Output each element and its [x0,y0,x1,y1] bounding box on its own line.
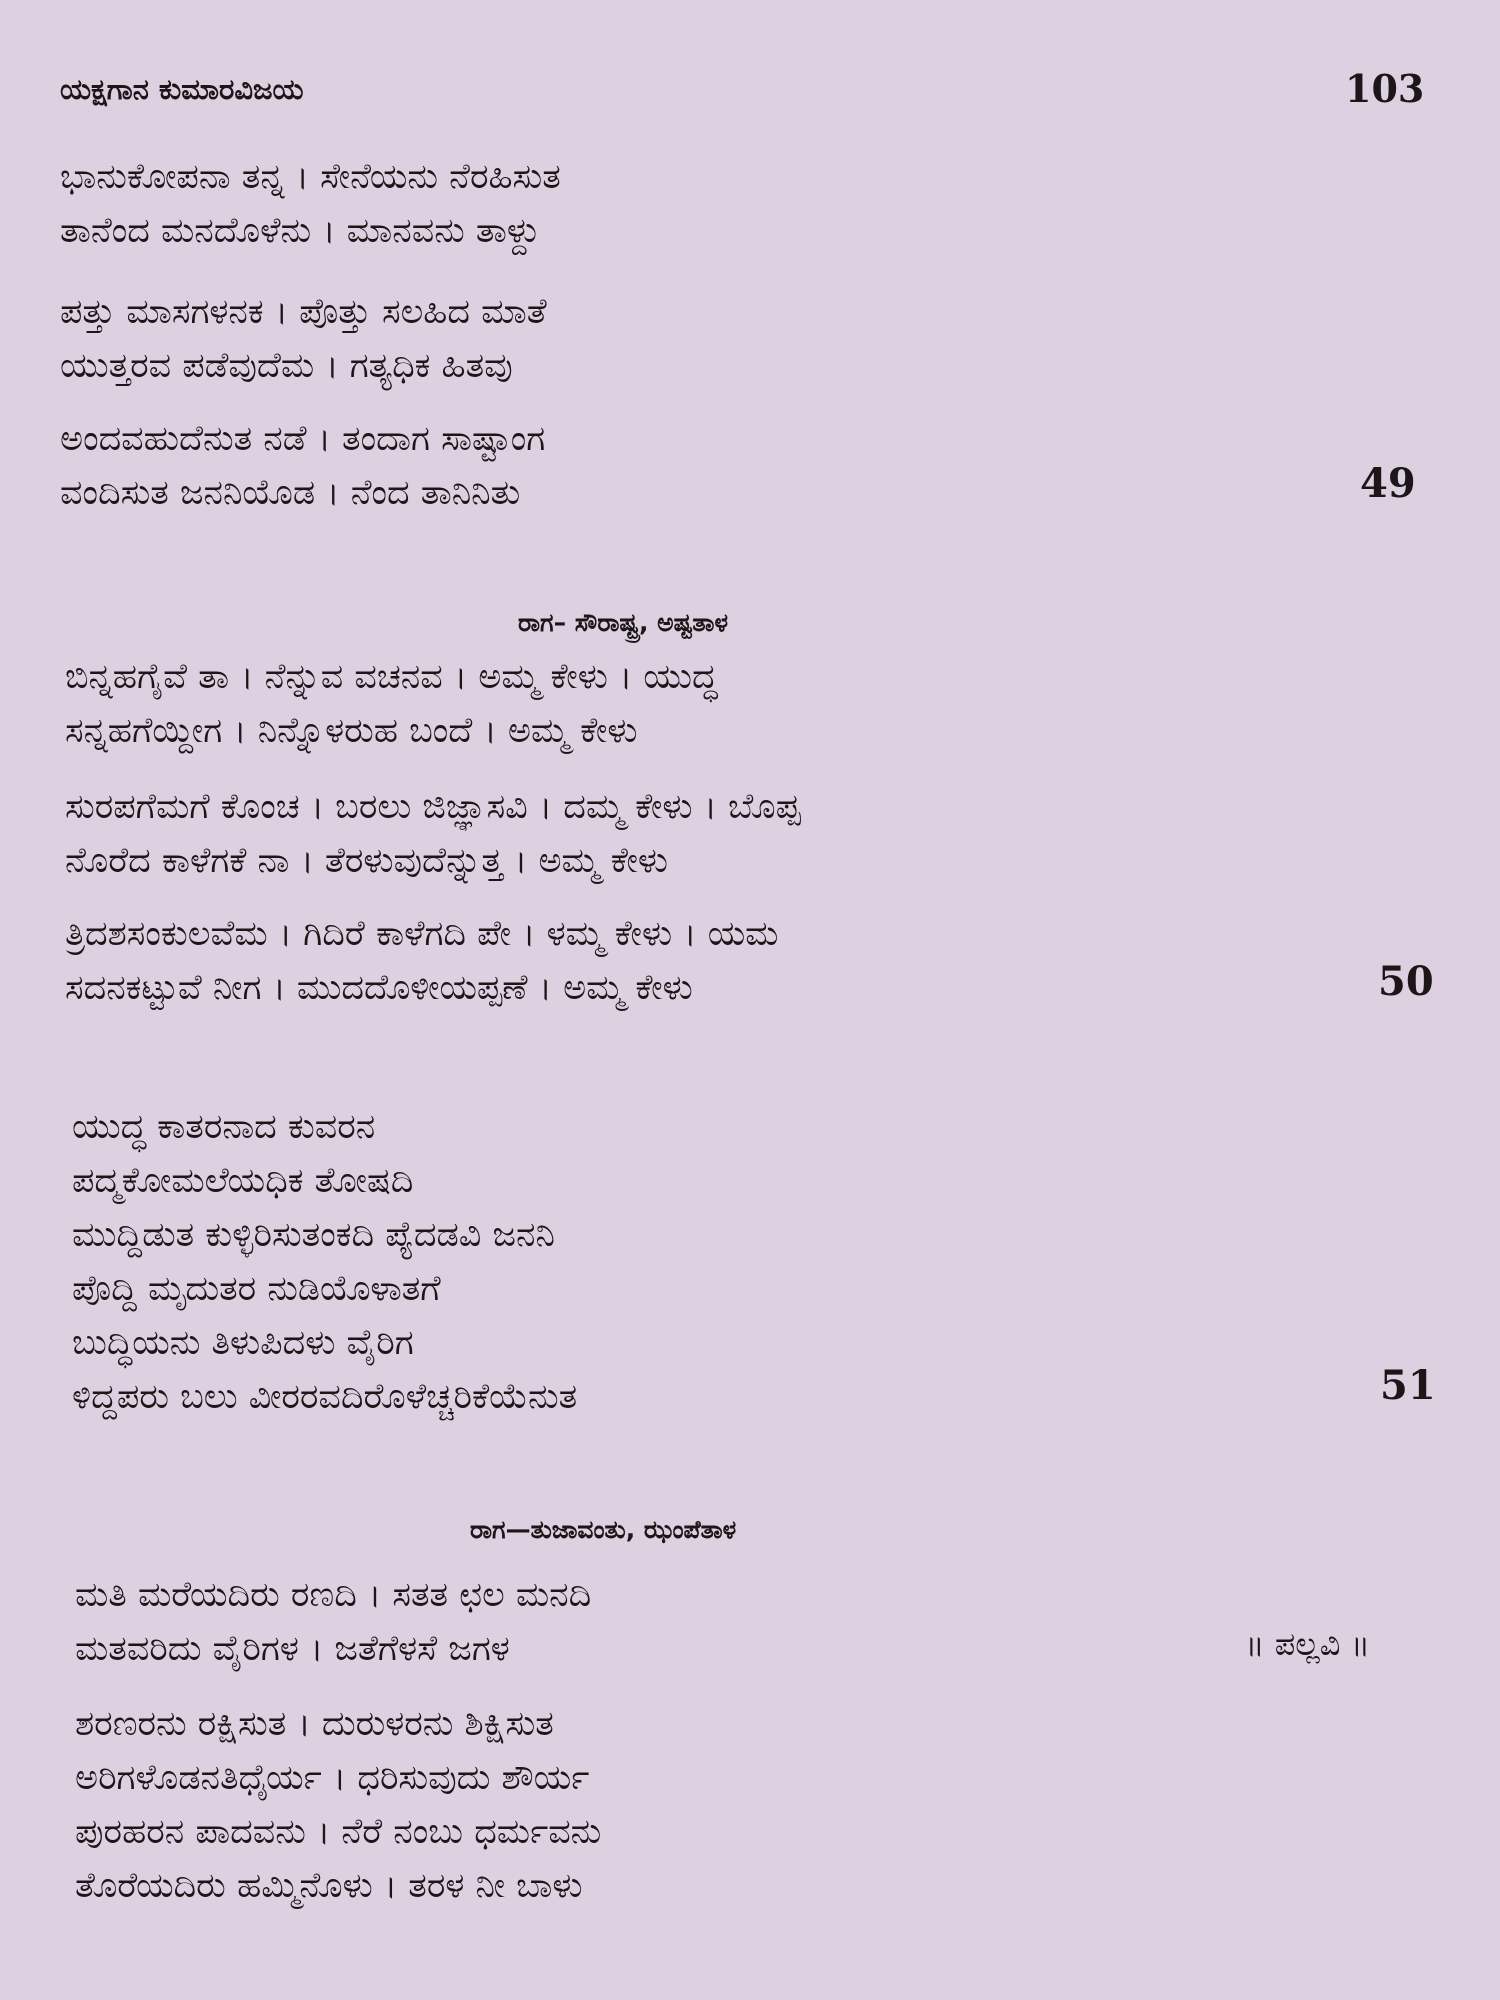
verse-line: ಸನ್ನಹಗೆಯ್ದೀಗ । ನಿನ್ನೊಳರುಹ ಬಂದೆ । ಅಮ್ಮ ಕೇಳು [65,711,638,751]
verse-line: ಯುತ್ತರವ ಪಡೆವುದೆಮ । ಗತ್ಯಧಿಕ ಹಿತವು [60,346,513,386]
verse-line: ಪತ್ತು ಮಾಸಗಳನಕ । ಪೊತ್ತು ಸಲಹಿದ ಮಾತೆ [60,292,547,332]
stanza-s1-2 [60,285,547,393]
raga-heading-2: ರಾಗ—ತುಜಾವಂತು, ಝಂಪೆತಾಳ [470,1515,737,1544]
verse-line: ಬುದ್ಧಿಯನು ತಿಳುಪಿದಳು ವೈರಿಗ [72,1323,414,1363]
verse-line: ಸುರಪಗೆಮಗೆ ಕೊಂಚ । ಬರಲು ಜಿಜ್ಞಾಸವಿ । ದಮ್ಮ ಕೇಳು । ಬೊಪ್ಪ [65,787,801,827]
stanza-s2-3 [65,907,778,1015]
verse-number-49: 49 [1360,460,1416,507]
verse-line: ಪದ್ಮಕೋಮಲೆಯಧಿಕ ತೋಷದಿ [72,1161,414,1201]
verse-line: ಅರಿಗಳೊಡನತಿಧೈರ್ಯ । ಧರಿಸುವುದು ಶೌರ್ಯ [75,1758,590,1798]
running-header-title: ಯಕ್ಷಗಾನ ಕುಮಾರವಿಜಯ [60,72,304,106]
verse-number-50: 50 [1378,958,1434,1005]
raga-heading-1: ರಾಗ– ಸೌರಾಷ್ಟ್ರ, ಅಷ್ಟತಾಳ [518,608,729,637]
stanza-s3 [72,1100,577,1424]
verse-line: ಯುದ್ಧ ಕಾತರನಾದ ಕುವರನ [72,1107,376,1147]
verse-line: ಳಿದ್ದಪರು ಬಲು ವೀರರವದಿರೊಳೆಚ್ಚರಿಕೆಯೆನುತ [72,1377,578,1417]
verse-line: ಮತವರಿದು ವೈರಿಗಳ । ಜತೆಗೆಳಸೆ ಜಗಳ [75,1629,510,1669]
stanza-s4-1 [75,1568,591,1676]
verse-line: ಮುದ್ದಿಡುತ ಕುಳ್ಳಿರಿಸುತಂಕದಿ ಪ್ಯೆದಡವಿ ಜನನಿ [72,1215,555,1255]
verse-line: ಭಾನುಕೋಪನಾ ತನ್ನ । ಸೇನೆಯನು ನೆರಹಿಸುತ [60,157,561,197]
stanza-s2-2 [65,780,801,888]
verse-line: ಸದನಕಟ್ಟುವೆ ನೀಗ । ಮುದದೊಳೀಯಪ್ಪಣೆ । ಅಮ್ಮ ಕೇಳು [65,968,693,1008]
stanza-s4-2 [75,1697,601,1913]
verse-line: ಮತಿ ಮರೆಯದಿರು ರಣದಿ । ಸತತ ಛಲ ಮನದಿ [75,1575,592,1615]
verse-line: ತ್ರಿದಶಸಂಕುಲವೆಮ । ಗಿದಿರೆ ಕಾಳೆಗದಿ ಪೇ । ಳಮ್ಮ ಕೇಳು । ಯಮ [65,914,779,954]
verse-line: ಶರಣರನು ರಕ್ಷಿಸುತ । ದುರುಳರನು ಶಿಕ್ಷಿಸುತ [75,1704,554,1744]
verse-line: ತಾನೆಂದ ಮನದೊಳೆನು । ಮಾನವನು ತಾಳ್ದು [60,211,541,251]
verse-line: ತೊರೆಯದಿರು ಹಮ್ಮಿನೊಳು । ತರಳ ನೀ ಬಾಳು [75,1866,583,1906]
stanza-s1-3 [60,412,545,520]
stanza-s1-1 [60,150,561,258]
verse-number-51: 51 [1380,1362,1436,1409]
verse-line: ಪುರಹರನ ಪಾದವನು । ನೆರೆ ನಂಬು ಧರ್ಮವನು [75,1812,602,1852]
verse-line: ಪೊದ್ದಿ ಮೃದುತರ ನುಡಿಯೊಳಾತಗೆ [72,1269,441,1309]
verse-line: ಬಿನ್ನಹಗೈವೆ ತಾ । ನೆನ್ನುವ ವಚನವ । ಅಮ್ಮ ಕೇಳು । ಯುದ್ಧ [65,657,718,697]
verse-line: ನೊರೆದ ಕಾಳೆಗಕೆ ನಾ । ತೆರಳುವುದೆನ್ನುತ್ತ । ಅಮ್ಮ ಕೇಳು [65,841,669,881]
verse-line: ಅಂದವಹುದೆನುತ ನಡೆ । ತಂದಾಗ ಸಾಷ್ಟಾಂಗ [60,419,546,459]
page-number: 103 [1345,66,1425,111]
pallavi-marker: ॥ ಪಲ್ಲವಿ ॥ [1245,1625,1371,1663]
verse-line: ವಂದಿಸುತ ಜನನಿಯೊಡ । ನೆಂದ ತಾನಿನಿತು [60,473,521,513]
stanza-s2-1 [65,650,717,758]
